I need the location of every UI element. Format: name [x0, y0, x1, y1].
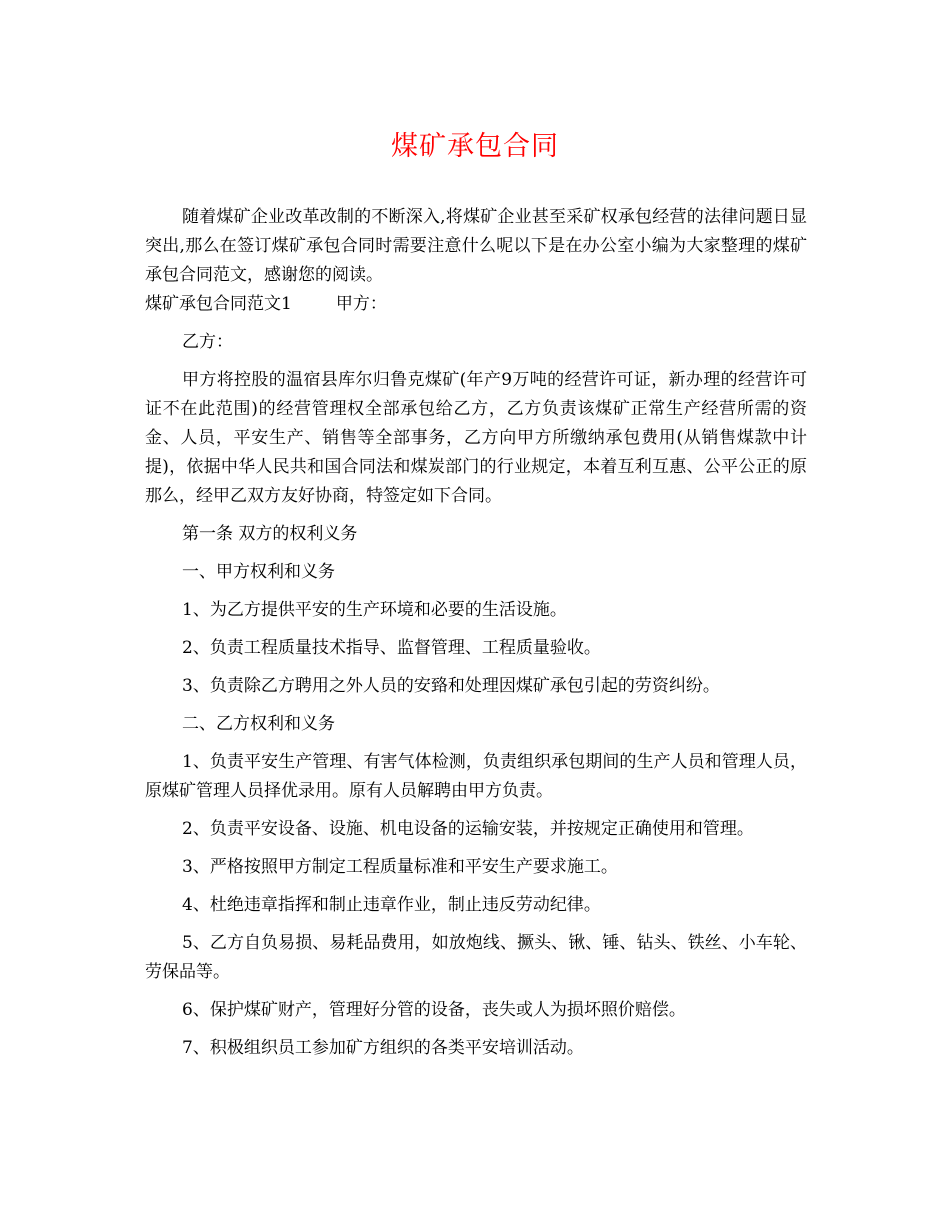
article-1-heading: 第一条 双方的权利义务	[182, 524, 358, 544]
sample-heading-line	[145, 290, 807, 319]
party-a-label: 甲方：	[335, 294, 387, 314]
list-item: 4、杜绝违章指挥和制止违章作业，制止违反劳动纪律。	[182, 895, 601, 915]
list-item: 7、积极组织员工参加矿方组织的各类平安培训活动。	[182, 1038, 584, 1058]
document-title: 煤矿承包合同	[391, 131, 559, 162]
sample-heading: 煤矿承包合同范文1	[145, 294, 292, 314]
party-b-label: 乙方：	[182, 332, 233, 352]
list-item: 1、负责平安生产管理、有害气体检测，负责组织承包期间的生产人员和管理人员，原煤矿管理人员择优录用。原有人员解聘由甲方负责。	[145, 752, 807, 801]
intro-paragraph: 随着煤矿企业改革改制的不断深入,将煤矿企业甚至采矿权承包经营的法律问题日显突出,那么在签订煤矿承包合同时需要注意什么呢以下是在办公室小编为大家整理的煤矿承包合同范文，感谢您的阅读。	[145, 207, 807, 285]
list-item: 2、负责工程质量技术指导、监督管理、工程质量验收。	[182, 638, 601, 658]
section-a-heading: 一、甲方权利和义务	[182, 562, 335, 582]
preamble-paragraph: 甲方将控股的温宿县库尔归鲁克煤矿(年产9万吨的经营许可证，新办理的经营许可证不在此范围)的经营管理权全部承包给乙方，乙方负责该煤矿正常生产经营所需的资金、人员，平安生产、销售等全部事务，乙方向甲方所缴纳承包费用(从销售煤款中计提)，依据中华人民共和国合同法和煤炭部门的行业规定，本着互利互惠、公平公正的原那么，经甲乙双方友好协商，特签定如下合同。	[145, 370, 807, 506]
list-item: 3、负责除乙方聘用之外人员的安臵和处理因煤矿承包引起的劳资纠纷。	[182, 676, 720, 696]
list-item: 2、负责平安设备、设施、机电设备的运输安装，并按规定正确使用和管理。	[182, 819, 754, 839]
list-item: 6、保护煤矿财产，管理好分管的设备，丧失或人为损坏照价赔偿。	[182, 1000, 686, 1020]
section-b-heading: 二、乙方权利和义务	[182, 714, 335, 734]
list-item: 5、乙方自负易损、易耗品费用，如放炮线、撅头、锹、锤、钻头、铁丝、小车轮、劳保品等。	[145, 933, 807, 982]
list-item: 1、为乙方提供平安的生产环境和必要的生活设施。	[182, 600, 567, 620]
document-body	[145, 203, 807, 1063]
list-item: 3、严格按照甲方制定工程质量标准和平安生产要求施工。	[182, 857, 618, 877]
